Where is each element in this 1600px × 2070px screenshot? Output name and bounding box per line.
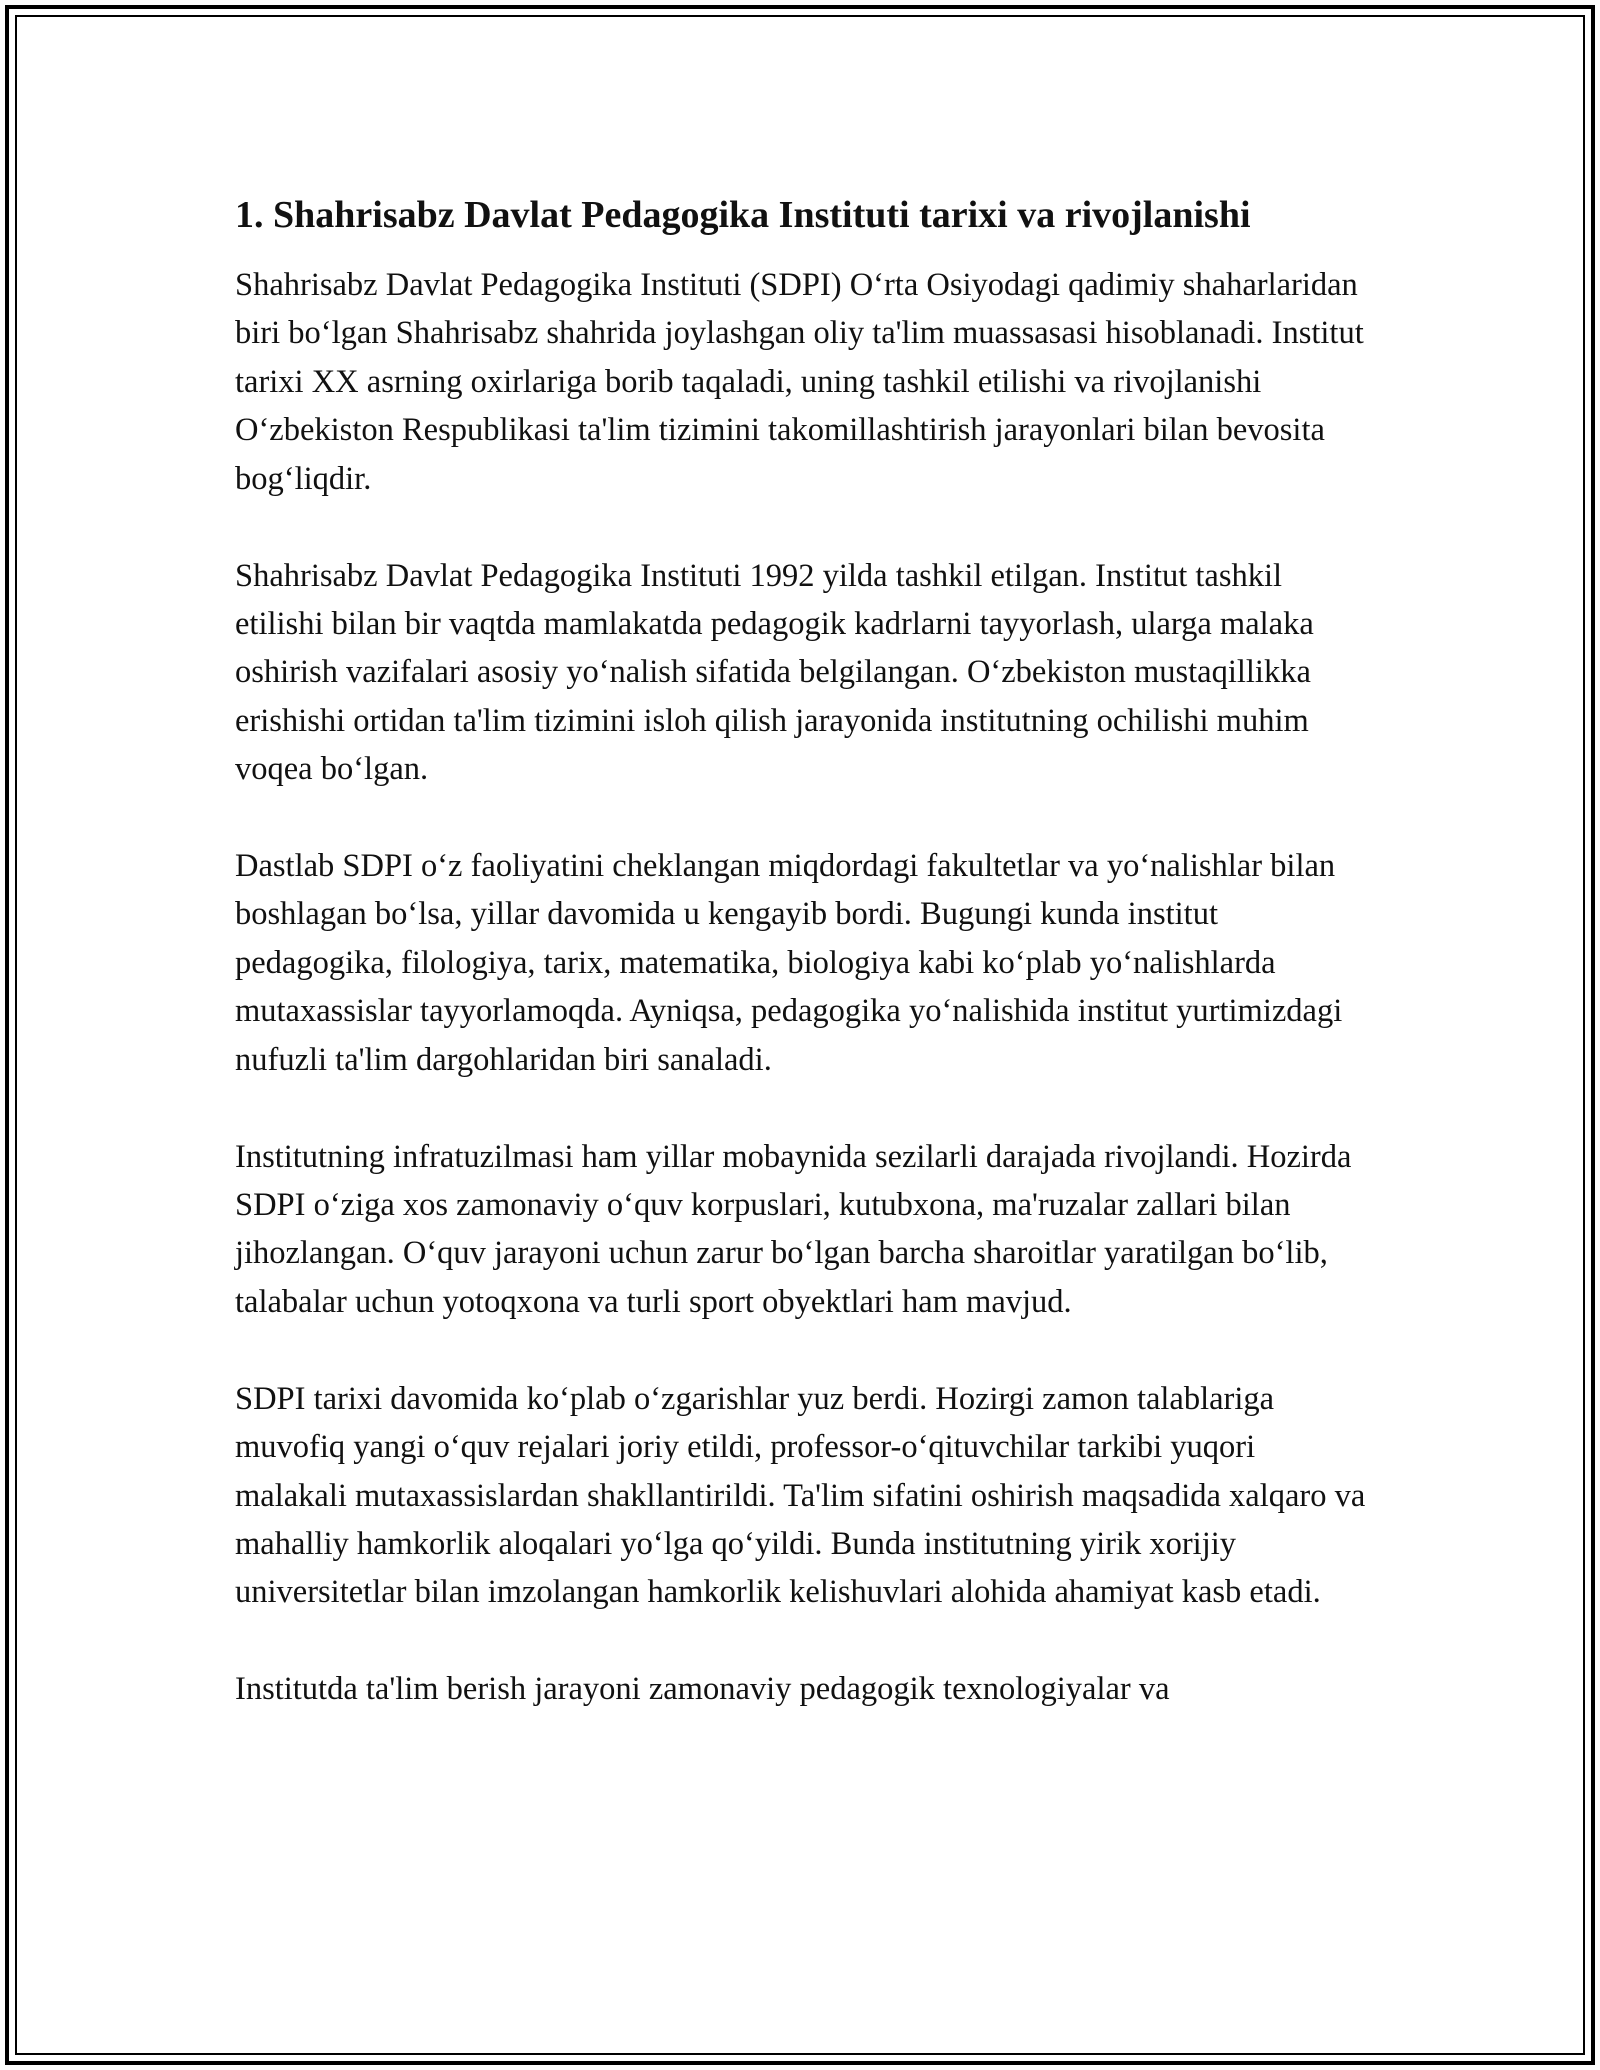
paragraph: SDPI tarixi davomida ko‘plab o‘zgarishlar yuz berdi. Hozirgi zamon talablariga muvofiq yangi o‘quv rejalari joriy etildi, professor-o‘qituvchilar tarkibi yuqori malakali mutaxassislardan shakllantirildi. Ta'lim sifatini oshirish maqsadida xalqaro va mahalliy hamkorlik aloqalari yo‘lga qo‘yildi. Bunda institutning yirik xorijiy universitetlar bilan imzolangan hamkorlik kelishuvlari alohida ahamiyat kasb etadi. — [235, 1380, 1366, 1611]
paragraph: Shahrisabz Davlat Pedagogika Instituti 1992 yilda tashkil etilgan. Institut tashkil etilishi bilan bir vaqtda mamlakatda pedagogik kadrlarni tayyorlash, ularga malaka oshirish vazifalari asosiy yo‘nalish sifatida belgilangan. O‘zbekiston mustaqillikka erishishi ortidan ta'lim tizimini isloh qilish jarayonida institutning ochilishi muhim voqea bo‘lgan. — [235, 557, 1314, 788]
paragraph: Dastlab SDPI o‘z faoliyatini cheklangan miqdordagi fakultetlar va yo‘nalishlar bilan boshlagan bo‘lsa, yillar davomida u kengayib bordi. Bugungi kunda institut pedagogika, filologiya, tarix, matematika, biologiya kabi ko‘plab yo‘nalishlarda mutaxassislar tayyorlamoqda. Ayniqsa, pedagogika yo‘nalishida institut yurtimizdagi nufuzli ta'lim dargohlaridan biri sanaladi. — [235, 848, 1343, 1078]
paragraph: Institutda ta'lim berish jarayoni zamonaviy pedagogik texnologiyalar va — [235, 1671, 1170, 1708]
document-body — [235, 185, 1370, 1762]
paragraph: Institutning infratuzilmasi ham yillar mobaynida sezilarli darajada rivojlandi. Hozirda SDPI o‘ziga xos zamonaviy o‘quv korpuslari, kutubxona, ma'ruzalar zallari bilan jihozlangan. O‘quv jarayoni uchun zarur bo‘lgan barcha sharoitlar yaratilgan bo‘lib, talabalar uchun yotoqxona va turli sport obyektlari ham mavjud. — [235, 1138, 1352, 1320]
paragraph: Shahrisabz Davlat Pedagogika Instituti (SDPI) O‘rta Osiyodagi qadimiy shaharlaridan biri bo‘lgan Shahrisabz shahrida joylashgan oliy ta'lim muassasasi hisoblanadi. Institut tarixi XX asrning oxirlariga borib taqaladi, uning tashkil etilishi va rivojlanishi O‘zbekiston Respublikasi ta'lim tizimini takomillashtirish jarayonlari bilan bevosita bog‘liqdir. — [235, 267, 1364, 497]
section-heading: 1. Shahrisabz Davlat Pedagogika Instituti tarixi va rivojlanishi — [235, 194, 1251, 236]
